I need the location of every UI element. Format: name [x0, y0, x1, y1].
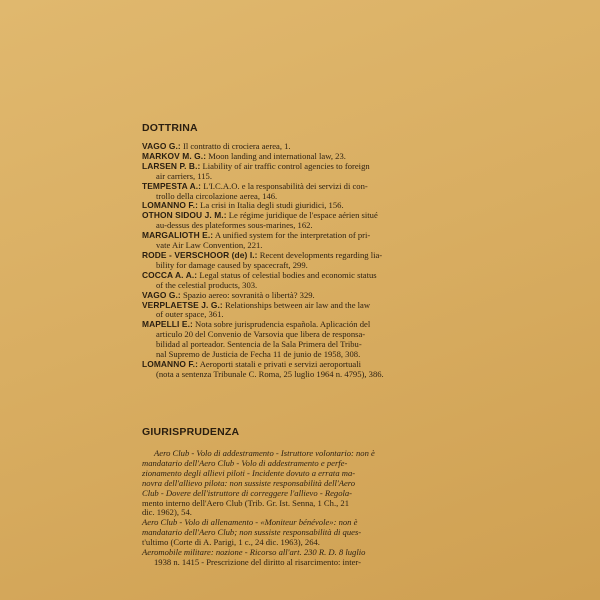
entry-text-line: A unified system for the interpretation of pri- [214, 230, 371, 241]
entry-author: RODE - VERSCHOOR (de) I.: [142, 249, 258, 260]
entry-text-line: zionamento degli allievi piloti - Incidente dovuto a errata ma- [142, 467, 356, 478]
giurisprudenza-entry [142, 518, 444, 548]
entry-author: LOMANNO F.: [142, 358, 198, 369]
entry-text-line: trollo della circolazione aerea, 146. [156, 190, 278, 201]
entry-text-line: Aero Club - Volo di addestramento - Istruttore volontario: non è [154, 448, 375, 458]
entry-author: VAGO G.: [142, 289, 181, 300]
dottrina-entry [142, 360, 442, 380]
dottrina-entry [142, 182, 442, 202]
section-title-giurisprudenza: GIURISPRUDENZA [142, 426, 240, 438]
dottrina-entry [142, 251, 442, 271]
dottrina-entry [142, 162, 442, 182]
entry-text-line: vate Air Law Convention, 221. [156, 240, 263, 251]
entry-author: LOMANNO F.: [142, 200, 198, 211]
entry-text-line: mandatario dell'Aero Club; non sussiste responsabilità di ques- [142, 527, 362, 538]
entry-text-line: La crisi in Italia degli studi giuridici, 156. [200, 200, 344, 211]
dottrina-entry [142, 320, 442, 360]
entry-author: MARGALIOTH E.: [142, 230, 214, 241]
dottrina-entry [142, 301, 442, 321]
entry-text-line: Spazio aereo: sovranità o libertà? 329. [182, 289, 315, 300]
entry-text-line: Recent developments regarding lia- [259, 249, 383, 260]
giurisprudenza-entry [142, 449, 444, 518]
entry-text-line: nal Supremo de Justicia de Fecha 11 de junio de 1958, 308. [156, 349, 361, 360]
entry-text-line: Aero Club - Volo di allenamento - «Moniteur bénévole»: non è [142, 517, 358, 528]
entry-text-line: 1938 n. 1415 - Prescrizione del diritto al risarcimento: inter- [154, 556, 361, 567]
entry-text-line: au-dessus des plateformes sous-marines, 162. [156, 220, 313, 231]
entry-author: LARSEN P. B.: [142, 160, 201, 171]
entry-author: COCCA A. A.: [142, 269, 198, 280]
entry-text-line: mandatario dell'Aero Club - Volo di addestramento e perfe- [142, 457, 348, 468]
entry-text-line: Legal status of celestial bodies and economic status [199, 269, 377, 280]
entry-author: OTHON SIDOU J. M.: [142, 210, 227, 221]
giurisprudenza-list [142, 449, 444, 568]
dottrina-entry [142, 231, 442, 251]
entry-text-line: Aeroporti statali e privati e servizi aeroportuali [199, 358, 361, 369]
entry-text-line: air carriers, 115. [156, 170, 212, 181]
entry-text-line: bility for damage caused by spacecraft, 299. [156, 259, 308, 270]
entry-text-line: Le régime juridique de l'espace aérien situé [228, 210, 378, 221]
dottrina-entry [142, 271, 442, 291]
entry-text-line: Club - Dovere dell'istruttore di correggere l'allievo - Regola- [142, 487, 353, 498]
entry-text-line: mento interno dell'Aero Club (Trib. Gr. Ist. Senna, 1 Ch., 21 [142, 497, 349, 508]
entry-author: TEMPESTA A.: [142, 180, 202, 191]
entry-text-line: Il contratto di crociera aerea, 1. [182, 141, 291, 151]
entry-author: MARKOV M. G.: [142, 150, 207, 161]
entry-text-line: (nota a sentenza Tribunale C. Roma, 25 luglio 1964 n. 4795), 386. [156, 368, 384, 379]
entry-text-line: Moon landing and international law, 23. [208, 150, 346, 161]
entry-text-line: novra dell'allievo pilota: non sussiste responsabilità dell'Aero [142, 477, 356, 488]
dottrina-entry [142, 211, 442, 231]
section-title-dottrina: DOTTRINA [142, 122, 198, 134]
entry-text-line: t'ultimo (Corte di A. Parigi, 1 c., 24 dic. 1963), 264. [142, 537, 320, 548]
entry-text-line: Relationships between air law and the law [224, 299, 371, 310]
entry-text-line: of outer space, 361. [156, 309, 224, 320]
index-column [142, 0, 582, 600]
entry-text-line: dic. 1962), 54. [142, 507, 192, 518]
entry-text-line: Liability of air traffic control agencies to foreign [202, 160, 370, 171]
entry-text-line: Aeromobile militare: nozione - Ricorso all'art. 230 R. D. 8 luglio [142, 547, 366, 558]
entry-text-line: L'I.C.A.O. e la responsabilità dei servizi di con- [203, 180, 368, 191]
entry-text-line: Nota sobre jurisprudencia española. Aplicación del [195, 319, 371, 330]
dottrina-list [142, 142, 442, 380]
entry-text-line: of the celestial products, 303. [156, 279, 258, 290]
entry-author: VERPLAETSE J. G.: [142, 299, 223, 310]
entry-text-line: bilidad al porteador. Sentencia de la Sala Primera del Tribu- [156, 339, 362, 350]
entry-text-line: articulo 20 del Convenio de Varsovia que libera de responsa- [156, 329, 366, 340]
giurisprudenza-entry [142, 548, 444, 568]
entry-author: VAGO G.: [142, 141, 181, 151]
entry-author: MAPELLI E.: [142, 319, 193, 330]
